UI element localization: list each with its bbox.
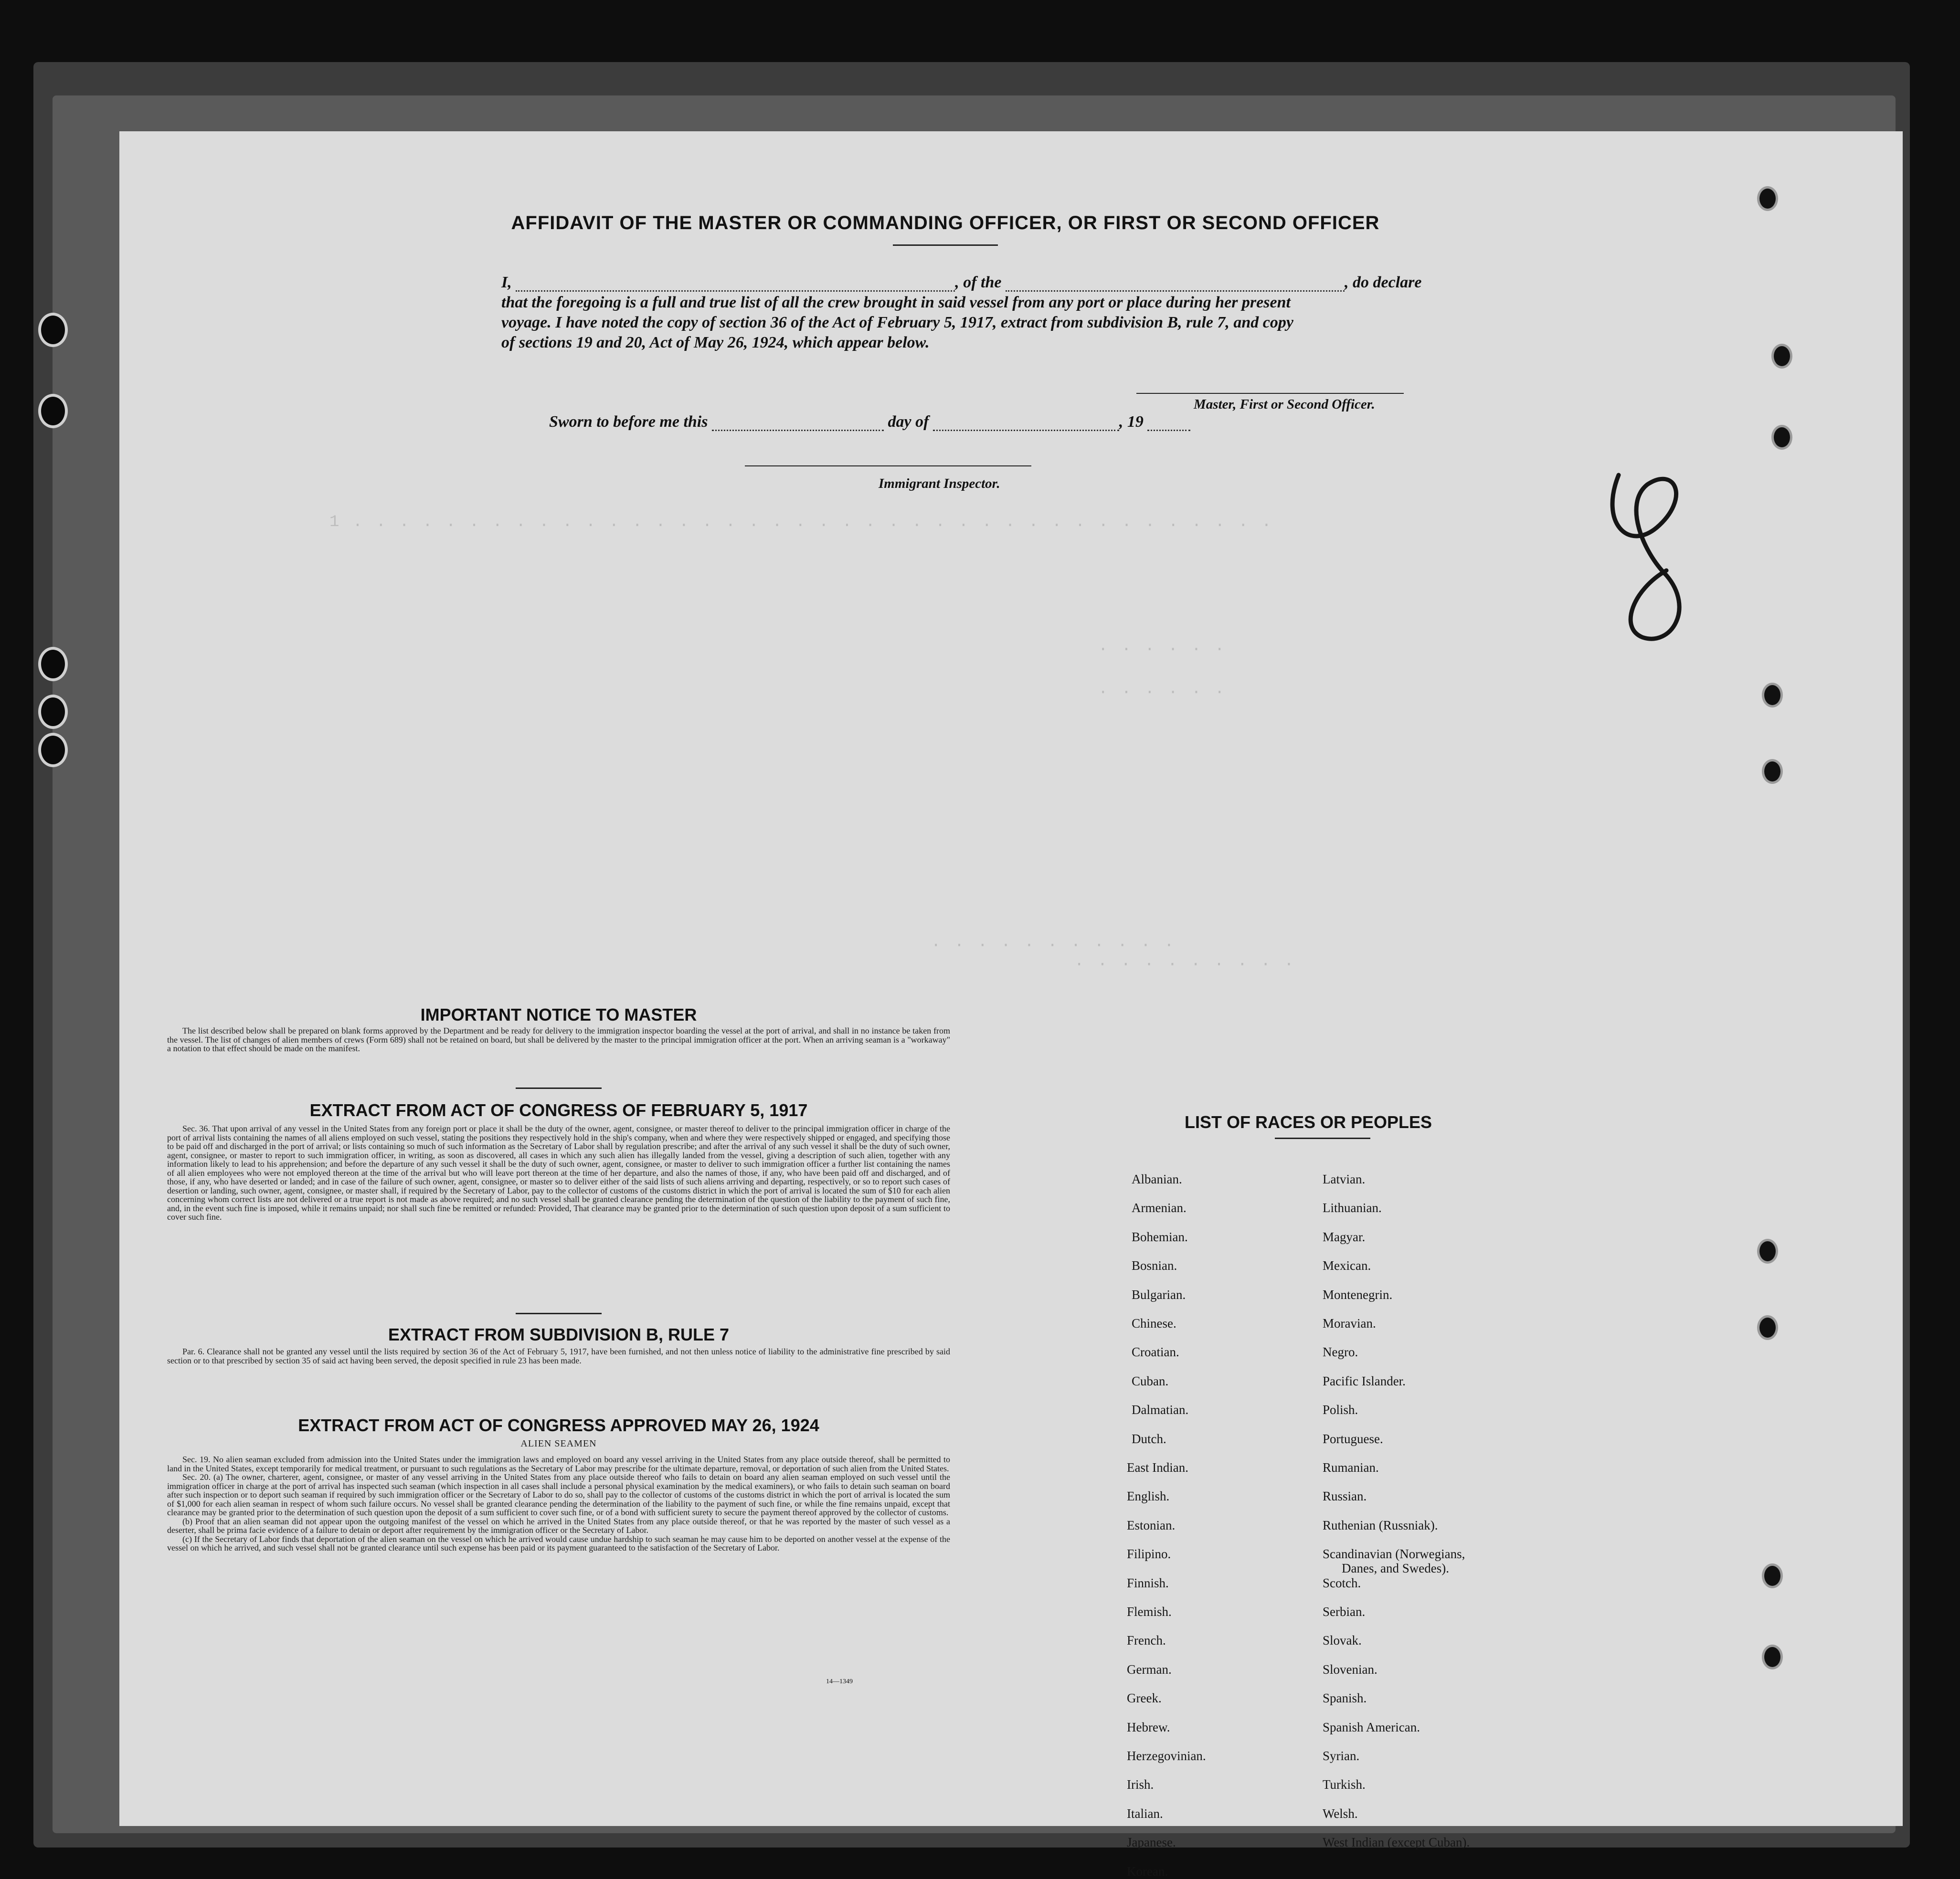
punch-hole-icon	[1762, 1645, 1783, 1669]
race-list-item: Dutch.	[1132, 1431, 1166, 1446]
master-signature-label: Master, First or Second Officer.	[1194, 397, 1375, 412]
inspector-signature-label: Immigrant Inspector.	[879, 476, 1000, 491]
race-list-item: Estonian.	[1127, 1518, 1176, 1532]
punch-hole-icon	[1762, 759, 1783, 784]
show-through-row: . . . . . . . . . .	[1074, 952, 1296, 971]
race-list-item: Flemish.	[1127, 1605, 1172, 1619]
race-list-item: Cuban.	[1132, 1373, 1169, 1388]
master-name-field[interactable]	[516, 277, 955, 292]
section-20b-paragraph: (b) Proof that an alien seaman did not appear upon the outgoing manifest of the vessel on which he arrived in the United States from any place outside thereof, or that he was reported by the master of such vessel as a deserter, shall be prima facie evidence of a failure to detain or deport after requirement by the immigration officer or the Secretary of Labor.	[167, 1516, 950, 1535]
race-list-item: Finnish.	[1127, 1575, 1169, 1590]
extract-rule7-body	[167, 1347, 950, 1365]
affidavit-text: that the foregoing is a full and true list of all the crew brought in said vessel from any port or place during her present	[501, 294, 1291, 311]
race-list-item: Slovenian.	[1323, 1662, 1377, 1677]
race-list-item: Greek.	[1127, 1691, 1162, 1706]
show-through-row: . . . . . .	[1098, 680, 1227, 698]
affidavit-text: I,	[501, 274, 512, 291]
punch-hole-icon	[1771, 425, 1792, 450]
race-list-item: Scotch.	[1323, 1575, 1361, 1590]
affidavit-title: AFFIDAVIT OF THE MASTER OR COMMANDING OFFICER, OR FIRST OR SECOND OFFICER	[511, 212, 1380, 233]
affidavit-text: of sections 19 and 20, Act of May 26, 1924, which appear below.	[501, 334, 930, 351]
sworn-day-field[interactable]	[712, 416, 884, 431]
race-list-item: Filipino.	[1127, 1547, 1171, 1562]
race-list-item: Spanish.	[1323, 1691, 1367, 1706]
affidavit-text: , do declare	[1345, 274, 1422, 291]
race-list-item: Ruthenian (Russniak).	[1323, 1518, 1438, 1532]
race-list-item: Albanian.	[1132, 1172, 1182, 1186]
binder-hole-icon	[38, 313, 68, 347]
race-list-item: Korean.	[1127, 1864, 1168, 1879]
extract-1917-body	[167, 1124, 950, 1222]
race-list-item: Syrian.	[1323, 1749, 1360, 1763]
race-list-item: Magyar.	[1323, 1229, 1366, 1244]
affidavit-title-rule	[893, 244, 998, 246]
race-list-item: Bohemian.	[1132, 1229, 1188, 1244]
binder-hole-icon	[38, 733, 68, 767]
race-list-item: West Indian (except Cuban).	[1323, 1835, 1470, 1850]
punch-hole-icon	[1771, 344, 1792, 369]
section-19-paragraph: Sec. 19. No alien seaman excluded from admission into the United States under the immigration laws and employed on board any vessel arriving in the United States from any place outside thereof, shall be permitted to land in the United States, except temporarily for medical treatment, or pursuant to such regulations as the Secretary of Labor may prescribe for the ultimate departure, removal, or deportation of such alien from the United States.	[167, 1455, 950, 1473]
races-title: LIST OF RACES OR PEOPLES	[1184, 1112, 1432, 1132]
race-list-item: Danes, and Swedes).	[1342, 1561, 1449, 1576]
section-20c-paragraph: (c) If the Secretary of Labor finds that deportation of the alien seaman on the vessel on which he arrived would cause undue hardship to such seaman he may cause him to be deported on another vessel at the expense of the vessel on which he arrived, and such vessel shall not be granted clearance until such expense has been paid or its payment guaranteed to the satisfaction of the Secretary of Labor.	[167, 1534, 950, 1552]
binder-hole-icon	[38, 647, 68, 681]
extract-rule7-title: EXTRACT FROM SUBDIVISION B, RULE 7	[388, 1325, 730, 1344]
inspector-signature-line[interactable]	[745, 465, 1031, 466]
race-list-item: Latvian.	[1323, 1172, 1366, 1186]
race-list-item: Hebrew.	[1127, 1720, 1170, 1734]
binder-hole-icon	[38, 695, 68, 729]
race-list-item: German.	[1127, 1662, 1172, 1677]
race-list-item: Polish.	[1323, 1403, 1358, 1417]
extract-1917-title: EXTRACT FROM ACT OF CONGRESS OF FEBRUARY 5, 1917	[309, 1100, 808, 1120]
punch-hole-icon	[1757, 1239, 1778, 1264]
race-list-item: Montenegrin.	[1323, 1287, 1393, 1302]
punch-hole-icon	[1757, 1315, 1778, 1340]
affidavit-text: , of the	[955, 274, 1002, 291]
race-list-item: Slovak.	[1323, 1633, 1362, 1648]
show-through-row: . . . . . . . . . . .	[931, 933, 1176, 951]
vessel-name-field[interactable]	[1006, 277, 1345, 292]
master-signature-line[interactable]	[1136, 393, 1404, 394]
sworn-line	[549, 413, 1623, 431]
race-list-item: Welsh.	[1323, 1806, 1358, 1821]
notice-paragraph: The list described below shall be prepared on blank forms approved by the Department and be ready for delivery to the immigration inspector boarding the vessel at the port of arrival, and shall in no instance be taken from the vessel. The list of changes of alien members of crews (Form 689) shall not be retained on board, but shall be delivered by the master to the principal immigration officer at the port. When an arriving seaman is a "workaway" a notation to that effect should be made on the manifest.	[167, 1026, 950, 1053]
punch-hole-icon	[1762, 1563, 1783, 1588]
manifest-page	[119, 131, 1903, 1879]
sworn-text: , 19	[1119, 413, 1144, 431]
race-list-item: Russian.	[1323, 1489, 1367, 1504]
extract-1924-title: EXTRACT FROM ACT OF CONGRESS APPROVED MAY 26, 1924	[298, 1415, 819, 1435]
punch-hole-icon	[1762, 683, 1783, 707]
race-list-item: Turkish.	[1323, 1777, 1366, 1792]
punch-hole-icon	[1757, 186, 1778, 211]
race-list-item: Portuguese.	[1323, 1431, 1383, 1446]
affidavit-declaration-line	[501, 274, 1576, 292]
extract-1924-body	[167, 1455, 950, 1552]
notice-title: IMPORTANT NOTICE TO MASTER	[420, 1005, 697, 1024]
race-list-item: Spanish American.	[1323, 1720, 1420, 1734]
affidavit-text: voyage. I have noted the copy of section 36 of the Act of February 5, 1917, extract from subdivision B, rule 7, and copy	[501, 314, 1293, 331]
handwritten-number-mark	[1600, 456, 1709, 656]
show-through-row: 1 . . . . . . . . . . . . . . . . . . . . . . . . . . . . . . . . . . . . . . . .	[329, 513, 1273, 531]
form-number: 14—1349	[826, 1678, 853, 1685]
sworn-year-field[interactable]	[1147, 416, 1190, 431]
race-list-item: Armenian.	[1132, 1201, 1187, 1215]
race-list-item: Mexican.	[1323, 1258, 1371, 1273]
race-list-item: Herzegovinian.	[1127, 1749, 1206, 1763]
race-list-item: East Indian.	[1127, 1460, 1188, 1475]
race-list-item: Scandinavian (Norwegians,	[1323, 1547, 1465, 1562]
alien-seamen-heading: ALIEN SEAMEN	[520, 1438, 597, 1449]
race-list-item: Bulgarian.	[1132, 1287, 1186, 1302]
binder-hole-icon	[38, 394, 68, 428]
race-list-item: Lithuanian.	[1323, 1201, 1382, 1215]
races-title-rule	[1275, 1138, 1370, 1139]
race-list-item: Irish.	[1127, 1777, 1154, 1792]
extract-1917-paragraph: Sec. 36. That upon arrival of any vessel in the United States from any foreign port or place it shall be the duty of the owner, agent, consignee, or master thereof to deliver to the principal immigration officer in charge of the port of arrival lists containing the names of all aliens employed on such vessel, stating the positions they respectively hold in the ship's company, when and where they were respectively shipped or engaged, and specifying those to be paid off and discharged in the port of arrival; or lists containing so much of such information as the Secretary of Labor shall by regulation prescribe; and after the arrival of any such vessel it shall be the duty of such owner, agent, consignee, or master to report to such immigration officer, in writing, as soon as discovered, all cases in which any such alien has illegally landed from the vessel, giving a description of such alien, together with any information likely to lead to his apprehension; and before the departure of any such vessel it shall be the duty of such owner, agent, consignee, or master to deliver to such immigration officer a further list containing the names of all alien employees who were not employed thereon at the time of the arrival but who will leave port thereon at the time of her departure, and also the names of those, if any, who have been paid off and discharged, and of those, if any, who have deserted or landed; and in case of the failure of such owner, agent, consignee, or master so to deliver either of the said lists of such aliens arriving and departing, respectively, or so to report such cases of desertion or landing, such owner, agent, consignee, or master shall, if required by the Secretary of Labor, pay to the collector of customs of the customs district in which the port of arrival is located the sum of $10 for each alien concerning whom correct lists are not delivered or a true report is not made as above required; and no such vessel shall be granted clearance pending the determination of the question of the liability to the payment of such fine, and, in the event such fine is imposed, while it remains unpaid; nor shall such fine be remitted or refunded: Provided, That clearance may be granted prior to the determination of such question upon deposit of a sum sufficient to cover such fine.	[167, 1124, 950, 1222]
race-list-item: Italian.	[1127, 1806, 1163, 1821]
extract-1924-subtitle	[167, 1439, 950, 1448]
race-list-item: Moravian.	[1323, 1316, 1376, 1330]
race-list-item: Serbian.	[1323, 1605, 1366, 1619]
extract-rule7-paragraph: Par. 6. Clearance shall not be granted any vessel until the lists required by section 36 of the Act of February 5, 1917, have been furnished, and not then unless notice of liability to the administrative fine prescribed by said section or to that prescribed by section 35 of said act having been served, the deposit specified in rule 23 has been made.	[167, 1347, 950, 1365]
notice-body	[167, 1026, 950, 1053]
race-list-item: Bosnian.	[1132, 1258, 1177, 1273]
race-list-item: Negro.	[1323, 1345, 1358, 1360]
race-list-item: Japanese.	[1127, 1835, 1176, 1850]
sworn-text: day of	[888, 413, 929, 431]
race-list-item: Rumanian.	[1323, 1460, 1379, 1475]
race-list-item: Pacific Islander.	[1323, 1373, 1406, 1388]
race-list-item: English.	[1127, 1489, 1170, 1504]
section-divider	[516, 1087, 602, 1089]
race-list-item: Chinese.	[1132, 1316, 1176, 1330]
section-20a-paragraph: Sec. 20. (a) The owner, charterer, agent, consignee, or master of any vessel arriving in the United States from any place outside thereof who fails to detain on board any alien seaman employed on such vessel until the immigration officer in charge at the port of arrival has inspected such seaman (which inspection in all cases shall include a personal physical examination by the medical examiners), or who fails to detain such seaman on board after such inspection or to deport such seaman if required by such immigration officer or the Secretary of Labor to do so, shall pay to the collector of customs of the customs district in which the port of arrival is located the sum of $1,000 for each alien seaman in respect of whom such failure occurs. No vessel shall be granted clearance pending the determination of the liability to the payment of such fine, or while the fine remains unpaid, except that clearance may be granted prior to the determination of such question upon the deposit of a sum sufficient to cover such fine, or of a bond with sufficient surety to secure the payment thereof approved by the collector of customs.	[167, 1472, 950, 1517]
sworn-month-field[interactable]	[933, 416, 1119, 431]
sworn-text: Sworn to before me this	[549, 413, 708, 431]
section-divider	[516, 1313, 602, 1314]
show-through-row: . . . . . .	[1098, 637, 1227, 655]
race-list-item: French.	[1127, 1633, 1166, 1648]
race-list-item: Croatian.	[1132, 1345, 1179, 1360]
race-list-item: Dalmatian.	[1132, 1403, 1189, 1417]
